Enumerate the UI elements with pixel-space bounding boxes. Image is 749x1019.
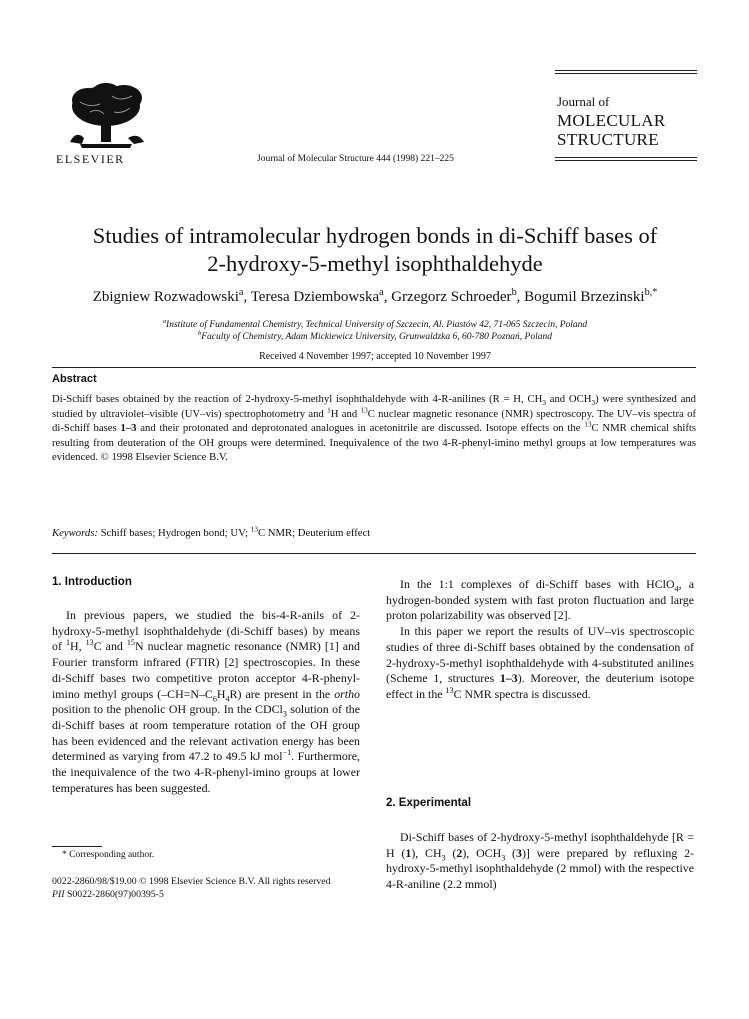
body-text: R) are present in the: [229, 686, 335, 701]
author-name: Bogumil Brzezinski: [524, 289, 645, 305]
body-text: Di-Schiff bases of 2-hydroxy-5-methyl isophthaldehyde [R = H (: [386, 830, 694, 860]
footnote: [62, 850, 154, 860]
compound-ref: 1–3: [120, 422, 137, 434]
author-separator: ,: [516, 289, 525, 305]
superscript: 13: [584, 420, 592, 429]
body-text: In this paper we report the results of UV–vis spectroscopic studies of three di-Schiff bases obtained by the condensation of 2-hydroxy-5-methyl isophthaldehyde with 4-substituted anilines (Scheme 1, structures: [386, 624, 694, 686]
subscript: 4: [674, 584, 679, 594]
superscript: 13: [445, 685, 454, 695]
pii-value: S0022-2860(97)00395-5: [64, 889, 164, 900]
superscript: 1: [327, 405, 331, 414]
section-heading-introduction: 1. Introduction: [52, 576, 132, 588]
affiliation-text: Faculty of Chemistry, Adam Mickiewicz University, Grunwaldzka 6, 60-780 Poznań, Poland: [201, 332, 552, 342]
affiliations: [40, 319, 710, 343]
compound-ref: 1–3: [499, 671, 518, 686]
author-affil-mark: b,*: [644, 287, 658, 298]
superscript: −1: [282, 748, 292, 758]
abstract-body: [52, 392, 696, 465]
footnote-text: Corresponding author.: [66, 850, 155, 860]
affiliation-mark: b: [198, 329, 202, 337]
body-text: In the 1:1 complexes of di-Schiff bases with HClO: [400, 577, 675, 591]
received-dates: Received 4 November 1997; accepted 10 November 1997: [259, 351, 491, 362]
abstract-text: ) were synthesized and studied by ultraviolet–visible (UV–vis) spectrophotometry and: [52, 393, 697, 420]
body-text: ), OCH: [462, 845, 502, 860]
keywords-label: Keywords:: [52, 527, 98, 539]
keywords-line: [52, 527, 696, 539]
subscript: 6: [212, 693, 217, 703]
journal-name-line2: STRUCTURE: [557, 130, 659, 149]
body-text: C NMR spectra is discussed.: [453, 686, 591, 701]
pii-label: PII: [52, 889, 65, 900]
author-affil-mark: a: [379, 287, 384, 298]
body-text: position to the phenolic OH group. In the CDCl: [52, 702, 283, 717]
section-heading-experimental: 2. Experimental: [386, 797, 472, 809]
body-text: N nuclear magnetic resonance (NMR) [1] and Fourier transform infrared (FTIR) [2] spectroscopies. In these di-Schiff bases two competitive proton acceptor 4-R-phenyl-imino methyl groups (–CH=N–C: [52, 639, 360, 701]
journal-of-label: Journal of: [557, 94, 610, 109]
superscript: 13: [250, 525, 258, 534]
footnote-rule: [52, 846, 102, 847]
author-name: Grzegorz Schroeder: [391, 289, 512, 305]
divider: [52, 553, 696, 554]
author-affil-mark: b: [511, 287, 517, 298]
abstract-text: and OCH: [545, 393, 592, 405]
body-text: . Furthermore, the inequivalence of the two 4-R-phenyl-imino groups at lower temperatures has been suggested.: [52, 749, 360, 795]
body-text: H: [216, 686, 226, 701]
experimental-paragraph: [386, 830, 694, 893]
paragraph-this-paper: [386, 624, 694, 703]
paragraph-complexes: [386, 577, 694, 624]
subscript: 3: [441, 853, 446, 863]
author-name: Zbigniew Rozwadowski: [92, 289, 239, 305]
abstract-text: H and: [330, 407, 361, 420]
abstract-text: and their protonated and deprotonated analogues in acetonitrile are discussed. Isotope effects on the: [136, 422, 585, 434]
divider: [52, 367, 696, 368]
title-line-1: Studies of intramolecular hydrogen bonds in di-Schiff bases of: [92, 223, 658, 248]
body-text: C and: [93, 639, 127, 654]
elsevier-tree-logo: [60, 82, 152, 150]
publisher-name: ELSEVIER: [56, 152, 125, 166]
copyright-line: 0022-2860/98/$19.00 © 1998 Elsevier Science B.V. All rights reserved: [52, 876, 331, 887]
body-text: (: [445, 845, 457, 860]
affiliation-b: [40, 331, 710, 343]
abstract-text: C NMR chemical shifts resulting from deuteration of the OH groups were determined. Inequivalence of the two 4-R-phenyl-imino methyl groups at low temperatures was evidenced. © 1998 Elsevier Science B.V.: [52, 422, 697, 463]
affiliation-mark: a: [162, 317, 167, 325]
affiliation-a: [40, 319, 710, 331]
body-text: ). Moreover, the deuterium isotope effect in the: [386, 671, 694, 701]
pii-line: [52, 889, 164, 900]
keywords-text: Schiff bases; Hydrogen bond; UV;: [97, 527, 251, 539]
journal-citation: Journal of Molecular Structure 444 (1998) 221–225: [257, 154, 454, 164]
superscript: 15: [126, 638, 135, 648]
body-text: solution of the di-Schiff bases at room temperature rotation of the OH group has been evidenced and the relevant activation energy has been determined as varying from 47.2 to 49.5 kJ mol: [52, 702, 360, 764]
subscript: 3: [542, 399, 546, 408]
body-text: H,: [70, 639, 86, 654]
journal-name-line1: MOLECULAR: [557, 111, 666, 130]
introduction-paragraph: [52, 608, 360, 796]
author-name: Teresa Dziembowska: [250, 289, 380, 305]
superscript: 1: [65, 638, 70, 648]
author-list: [40, 289, 710, 306]
author-separator: ,: [243, 289, 251, 305]
compound-ref: 3: [516, 845, 522, 860]
author-separator: ,: [383, 289, 392, 305]
subscript: 4: [225, 693, 230, 703]
title-line-2: 2-hydroxy-5-methyl isophthaldehyde: [207, 251, 543, 276]
subscript: 3: [591, 399, 596, 408]
body-text: , a hydrogen-bonded system with fast proton fluctuation and large proton polarizability was observed [2].: [386, 577, 694, 623]
body-text: In previous papers, we studied the bis-4-R-anils of 2-hydroxy-5-methyl isophthaldehyde (di-Schiff bases) by means of: [52, 608, 360, 654]
footnote-mark: *: [62, 850, 67, 860]
body-text: (: [505, 845, 516, 860]
author-affil-mark: a: [238, 287, 244, 298]
body-text: ), CH: [411, 845, 442, 860]
abstract-text: Di-Schiff bases obtained by the reaction of 2-hydroxy-5-methyl isophthaldehyde with 4-R-anilines (R = H, CH: [52, 393, 543, 405]
compound-ref: 1: [405, 845, 412, 860]
compound-ref: 2: [456, 845, 463, 860]
abstract-heading: Abstract: [52, 373, 97, 385]
right-column: [386, 577, 694, 703]
abstract-text: C nuclear magnetic resonance (NMR) spectroscopy. The UV–vis spectra of di-Schiff bases: [52, 407, 697, 434]
superscript: 13: [360, 405, 368, 414]
affiliation-text: Institute of Fundamental Chemistry, Technical University of Szczecin, Al. Piastów 42, 71-065 Szczecin, Poland: [166, 320, 588, 330]
subscript: 3: [501, 853, 506, 863]
article-title: [40, 222, 710, 278]
keywords-text: C NMR; Deuterium effect: [257, 527, 371, 539]
body-text: )] were prepared by refluxing 2-hydroxy-5-methyl isophthaldehyde (2 mmol) with the respective 4-R-aniline (2.2 mmol): [386, 845, 694, 892]
body-text-italic: ortho: [334, 686, 360, 701]
subscript: 3: [282, 709, 287, 719]
superscript: 13: [85, 638, 94, 648]
